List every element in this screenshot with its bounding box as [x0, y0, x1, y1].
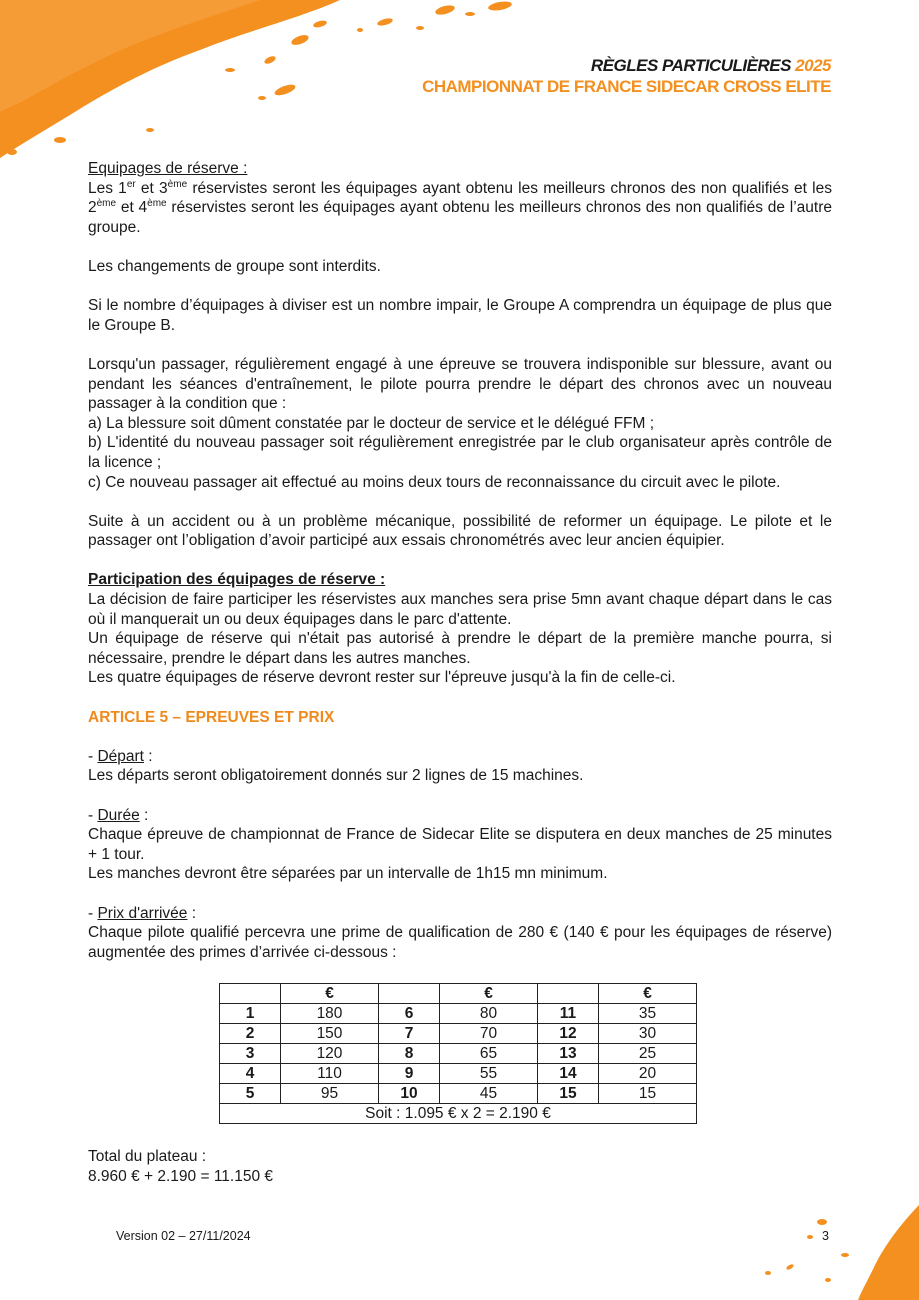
prix-text: Chaque pilote qualifié percevra une prime de qualification de 280 € (140 € pour les équipages de réserve) augmentée des primes d’arrivée ci-dessous : [88, 924, 832, 961]
reserve-paragraph-3: Si le nombre d’équipages à diviser est un nombre impair, le Groupe A comprendra un équipage de plus que le Groupe B. [88, 297, 832, 334]
reserve-condition-b: b) L'identité du nouveau passager soit régulièrement enregistrée par le club organisateur après contrôle de la licence ; [88, 434, 832, 471]
depart-line: - Départ : [88, 747, 153, 765]
currency-header: € [281, 984, 379, 1004]
document-header [422, 56, 831, 98]
table-row: 5 95 10 45 15 15 [220, 1084, 697, 1104]
participation-paragraph-3: Les quatre équipages de réserve devront rester sur l'épreuve jusqu'à la fin de celle-ci. [88, 669, 676, 687]
reserve-paragraph-5: Suite à un accident ou à un problème mécanique, possibilité de reformer un équipage. Le pilote et le passager ont l’obligation d’avoir participé aux essais chronométrés avec leur ancien équipier. [88, 512, 832, 550]
duree-text-2: Les manches devront être séparées par un intervalle de 1h15 mn minimum. [88, 865, 608, 883]
header-title-year: 2025 [795, 56, 831, 75]
table-row: 4 110 9 55 14 20 [220, 1064, 697, 1084]
prize-table [219, 983, 697, 1124]
depart-text: Les départs seront obligatoirement donnés sur 2 lignes de 15 machines. [88, 767, 584, 785]
article-5-title: ARTICLE 5 – EPREUVES ET PRIX [88, 708, 335, 726]
prize-table-total-row [220, 1104, 697, 1124]
bottom-right-splash-decoration [750, 1195, 919, 1300]
prix-label: Prix d'arrivée [97, 904, 188, 922]
currency-header: € [440, 984, 538, 1004]
prize-table-header [220, 984, 697, 1004]
prize-table-total: Soit : 1.095 € x 2 = 2.190 € [220, 1104, 697, 1124]
reserve-paragraph-1: Les 1er et 3ème réservistes seront les équipages ayant obtenu les meilleurs chronos des non qualifiés et les 2ème et 4ème réservistes seront les équipages ayant obtenu les meilleurs chronos des non qualifiés de l’autre groupe. [88, 178, 832, 236]
participation-heading: Participation des équipages de réserve : [88, 571, 386, 589]
header-title-main: RÈGLES PARTICULIÈRES [590, 56, 791, 75]
reserve-paragraph-2: Les changements de groupe sont interdits. [88, 257, 381, 275]
reserve-paragraph-4: Lorsqu'un passager, régulièrement engagé à une épreuve se trouvera indisponible sur blessure, avant ou pendant les séances d'entraînement, le pilote pourra prendre le départ des chronos avec un nouveau passager à la condition que : [88, 355, 832, 413]
duree-text-1: Chaque épreuve de championnat de France de Sidecar Elite se disputera en deux manches de 25 minutes + 1 tour. [88, 826, 832, 863]
total-plateau [88, 1147, 273, 1186]
participation-paragraph-2: Un équipage de réserve qui n'était pas autorisé à prendre le départ de la première manche pourra, si nécessaire, prendre le départ dans les autres manches. [88, 630, 832, 667]
reserve-condition-c: c) Ce nouveau passager ait effectué au moins deux tours de reconnaissance du circuit avec le pilote. [88, 473, 781, 491]
footer-version: Version 02 – 27/11/2024 [116, 1229, 251, 1243]
currency-header: € [599, 984, 697, 1004]
total-plateau-label: Total du plateau : [88, 1148, 207, 1165]
total-plateau-value: 8.960 € + 2.190 = 11.150 € [88, 1167, 274, 1185]
table-row: 2 150 7 70 12 30 [220, 1024, 697, 1044]
header-title [422, 56, 831, 76]
duree-line: - Durée : [88, 806, 149, 824]
page-number: 3 [822, 1229, 829, 1243]
prix-line: - Prix d'arrivée : [88, 904, 197, 922]
header-subtitle: CHAMPIONNAT DE FRANCE SIDECAR CROSS ELITE [422, 77, 831, 96]
reserve-condition-a: a) La blessure soit dûment constatée par le docteur de service et le délégué FFM ; [88, 414, 655, 432]
depart-label: Départ [97, 747, 144, 765]
page-content [88, 159, 832, 962]
reserve-heading: Equipages de réserve : [88, 160, 248, 177]
duree-label: Durée [97, 806, 140, 824]
table-row: 3 120 8 65 13 25 [220, 1044, 697, 1064]
table-row: 1 180 6 80 11 35 [220, 1004, 697, 1024]
participation-paragraph-1: La décision de faire participer les réservistes aux manches sera prise 5mn avant chaque départ dans le cas où il manquerait un ou deux équipages dans le parc d'attente. [88, 591, 832, 628]
